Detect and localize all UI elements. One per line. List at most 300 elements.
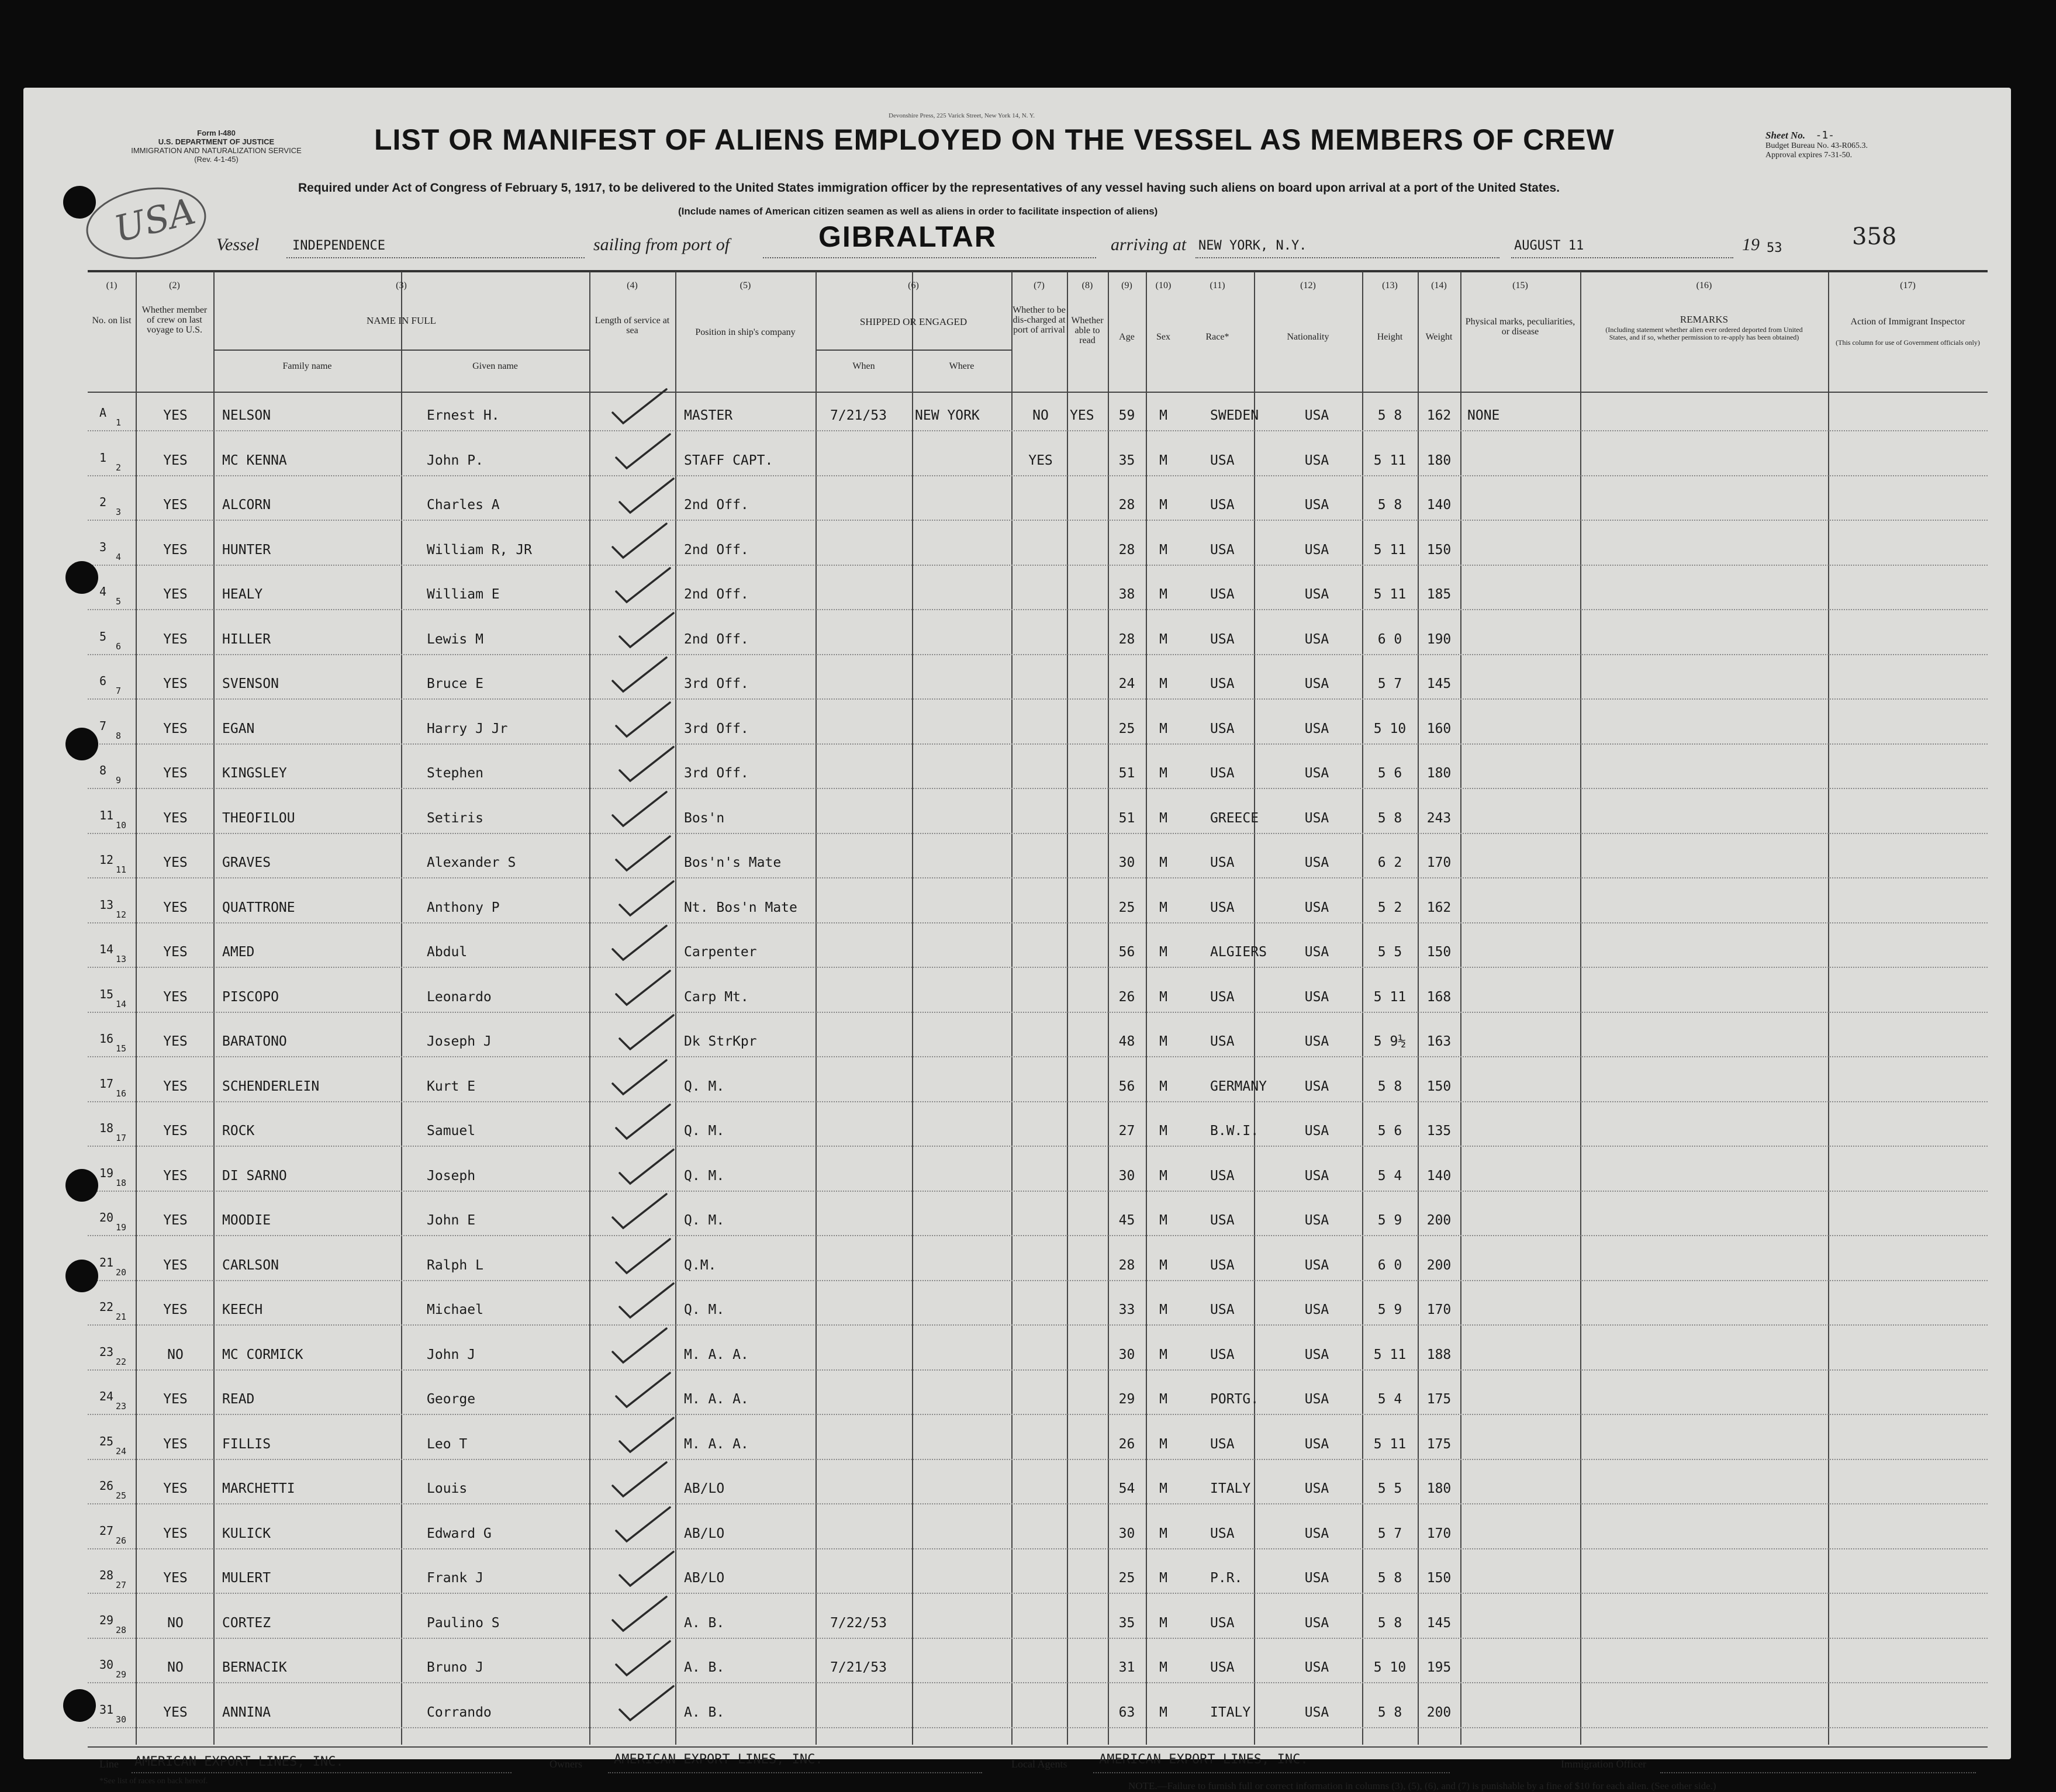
sex-cell: M <box>1159 1392 1167 1407</box>
row-divider <box>88 1235 1988 1236</box>
col-remarks-note: (Including statement whether alien ever ordered deported from United States, and if so, whether permission to re-apply has been obtained) <box>1605 326 1803 341</box>
binder-hole <box>65 561 98 594</box>
race-cell: GREECE <box>1210 810 1259 826</box>
date-line <box>1511 257 1733 258</box>
sailing-label: sailing from port of <box>593 235 730 254</box>
given-name-cell: John J <box>427 1347 476 1362</box>
list-number-cell: 13 <box>99 897 114 912</box>
age-cell: 26 <box>1118 989 1135 1005</box>
last-voyage-cell: YES <box>163 1481 188 1496</box>
race-cell: USA <box>1210 1615 1235 1631</box>
given-name-cell: Harry J Jr <box>427 721 508 736</box>
owners-label: Owners <box>550 1758 582 1770</box>
check-mark-icon <box>615 1280 679 1321</box>
line-number-cell: 10 <box>116 819 127 831</box>
family-name-cell: GRAVES <box>222 855 271 870</box>
list-number-cell: 21 <box>99 1255 114 1269</box>
row-divider <box>88 1056 1988 1057</box>
check-mark-icon <box>611 1504 676 1545</box>
line-number-cell: 30 <box>116 1714 127 1725</box>
vessel-name: INDEPENDENCE <box>292 238 385 253</box>
height-cell: 5 7 <box>1377 676 1402 691</box>
col-num-6: (6) <box>908 281 919 290</box>
sex-cell: M <box>1159 1302 1167 1317</box>
given-name-cell: Edward G <box>427 1525 492 1541</box>
weight-cell: 162 <box>1426 900 1452 915</box>
col-num-10: (10) <box>1155 281 1172 290</box>
col-able-to-read: Whether able to read <box>1071 316 1104 345</box>
last-voyage-cell: YES <box>163 1078 188 1094</box>
row-divider <box>88 967 1988 968</box>
col-num-14: (14) <box>1431 281 1447 290</box>
col-num-7: (7) <box>1034 281 1045 290</box>
line-number-cell: 20 <box>116 1267 127 1278</box>
nationality-cell: USA <box>1304 900 1329 915</box>
arrival-date: AUGUST 11 <box>1514 238 1584 253</box>
weight-cell: 180 <box>1426 766 1452 781</box>
line-number-cell: 26 <box>116 1535 127 1546</box>
list-number-cell: 20 <box>99 1210 114 1224</box>
line-number-cell: 9 <box>116 775 122 786</box>
manifest-sheet <box>23 88 2011 1791</box>
check-mark-icon <box>615 1414 679 1455</box>
col-where: Where <box>949 361 975 371</box>
family-name-cell: ANNINA <box>222 1704 271 1720</box>
family-name-cell: SCHENDERLEIN <box>222 1078 320 1094</box>
height-cell: 5 11 <box>1373 452 1407 468</box>
family-name-cell: QUATTRONE <box>222 900 295 915</box>
list-number-cell: 3 <box>99 539 107 554</box>
check-mark-icon <box>615 1683 679 1724</box>
given-name-cell: Ralph L <box>427 1257 483 1273</box>
family-name-cell: MULERT <box>222 1570 271 1586</box>
line-number-cell: 2 <box>116 462 122 473</box>
last-voyage-cell: YES <box>163 945 188 960</box>
given-name-cell: Leo T <box>427 1436 468 1452</box>
row-divider <box>88 1727 1988 1728</box>
height-cell: 5 4 <box>1377 1168 1402 1184</box>
col-num-4: (4) <box>627 281 638 290</box>
last-voyage-cell: YES <box>163 1168 188 1184</box>
weight-cell: 188 <box>1426 1347 1452 1362</box>
agents-underline <box>1093 1772 1450 1773</box>
last-voyage-cell: YES <box>163 631 188 647</box>
last-voyage-cell: NO <box>167 1615 184 1631</box>
revision: (Rev. 4-1-45) <box>194 155 239 164</box>
race-cell: GERMANY <box>1210 1078 1267 1094</box>
age-cell: 25 <box>1118 1570 1135 1586</box>
arrival-year: 53 <box>1767 241 1782 255</box>
race-cell: USA <box>1210 1213 1235 1228</box>
sex-cell: M <box>1159 1123 1167 1139</box>
height-cell: 5 9 <box>1377 1302 1402 1317</box>
line-number-cell: 15 <box>116 1043 127 1054</box>
height-cell: 5 2 <box>1377 900 1402 915</box>
position-cell: A. B. <box>684 1704 725 1720</box>
sex-cell: M <box>1159 1168 1167 1184</box>
binder-hole <box>65 728 98 760</box>
age-cell: 35 <box>1118 1615 1135 1631</box>
sheet-info <box>1765 131 1976 160</box>
sex-cell: M <box>1159 452 1167 468</box>
family-name-cell: MC CORMICK <box>222 1347 303 1362</box>
nationality-cell: USA <box>1304 497 1329 513</box>
sex-cell: M <box>1159 1347 1167 1362</box>
officer-underline <box>1660 1772 1976 1773</box>
col-inspector-action: Action of Immigrant Inspector <box>1850 317 1965 327</box>
shipped-when-cell: 7/21/53 <box>830 1660 887 1675</box>
nationality-cell: USA <box>1304 1481 1329 1496</box>
col-given-name: Given name <box>472 361 518 371</box>
given-name-cell: Abdul <box>427 945 468 960</box>
sex-cell: M <box>1159 1525 1167 1541</box>
nationality-cell: USA <box>1304 1660 1329 1675</box>
row-divider <box>88 520 1988 521</box>
last-voyage-cell: YES <box>163 408 188 423</box>
nationality-cell: USA <box>1304 1436 1329 1452</box>
family-name-cell: FILLIS <box>222 1436 271 1452</box>
race-cell: SWEDEN <box>1210 408 1259 423</box>
weight-cell: 150 <box>1426 1570 1452 1586</box>
family-name-cell: BARATONO <box>222 1034 287 1049</box>
row-divider <box>88 1101 1988 1102</box>
check-mark-icon <box>615 1012 679 1053</box>
age-cell: 28 <box>1118 497 1135 513</box>
position-cell: Q. M. <box>684 1213 725 1228</box>
position-cell: M. A. A. <box>684 1347 749 1362</box>
col-height: Height <box>1377 332 1403 342</box>
vessel-label: Vessel <box>216 235 260 254</box>
list-number-cell: 15 <box>99 987 114 1001</box>
page-title: LIST OR MANIFEST OF ALIENS EMPLOYED ON THE VESSEL AS MEMBERS OF CREW <box>374 123 1615 156</box>
line-underline <box>132 1772 512 1773</box>
sex-cell: M <box>1159 1034 1167 1049</box>
last-voyage-cell: NO <box>167 1660 184 1675</box>
header-bottom-rule <box>88 392 1988 393</box>
weight-cell: 140 <box>1426 497 1452 513</box>
col-num-17: (17) <box>1900 281 1916 290</box>
position-cell: 2nd Off. <box>684 497 749 513</box>
family-name-cell: DI SARNO <box>222 1168 287 1184</box>
weight-cell: 175 <box>1426 1392 1452 1407</box>
list-number-cell: 19 <box>99 1165 114 1180</box>
col-num-13: (13) <box>1382 281 1398 290</box>
col-rule-6 <box>816 272 817 1745</box>
position-cell: 2nd Off. <box>684 587 749 602</box>
nationality-cell: USA <box>1304 1257 1329 1273</box>
age-cell: 30 <box>1118 855 1135 870</box>
weight-cell: 150 <box>1426 1078 1452 1094</box>
list-number-cell: 11 <box>99 808 114 822</box>
col-rule-14 <box>1418 272 1419 1745</box>
col-last-voyage: Whether member of crew on last voyage to U.S. <box>141 305 208 335</box>
col-rule-17 <box>1828 272 1829 1745</box>
given-name-cell: Kurt E <box>427 1078 476 1094</box>
list-number-cell: 4 <box>99 584 107 599</box>
sex-cell: M <box>1159 1436 1167 1452</box>
height-cell: 5 8 <box>1377 1078 1402 1094</box>
last-voyage-cell: YES <box>163 676 188 691</box>
sex-cell: M <box>1159 810 1167 826</box>
line-number-cell: 3 <box>116 507 122 517</box>
position-cell: AB/LO <box>684 1570 725 1586</box>
check-mark-icon <box>608 788 672 829</box>
race-cell: USA <box>1210 1436 1235 1452</box>
line-number-cell: 4 <box>116 551 122 562</box>
col-remarks: REMARKS <box>1680 314 1729 325</box>
col-rule-15 <box>1460 272 1461 1745</box>
row-divider <box>88 1593 1988 1594</box>
age-cell: 24 <box>1118 676 1135 691</box>
list-number-cell: 30 <box>99 1658 114 1672</box>
row-divider <box>88 430 1988 431</box>
race-cell: USA <box>1210 1034 1235 1049</box>
col-num-3: (3) <box>396 281 407 290</box>
sex-cell: M <box>1159 1213 1167 1228</box>
binder-hole <box>65 1260 98 1292</box>
weight-cell: 243 <box>1426 810 1452 826</box>
race-cell: USA <box>1210 542 1235 558</box>
race-cell: USA <box>1210 452 1235 468</box>
binder-hole <box>65 1169 98 1202</box>
age-cell: 33 <box>1118 1302 1135 1317</box>
check-mark-icon <box>608 1057 672 1098</box>
col-family-name: Family name <box>282 361 332 371</box>
given-name-cell: Leonardo <box>427 989 492 1005</box>
position-cell: M. A. A. <box>684 1436 749 1452</box>
sex-cell: M <box>1159 587 1167 602</box>
given-name-cell: Bruno J <box>427 1660 483 1675</box>
weight-cell: 200 <box>1426 1213 1452 1228</box>
line-number-cell: 16 <box>116 1088 127 1099</box>
race-cell: USA <box>1210 855 1235 870</box>
age-cell: 56 <box>1118 945 1135 960</box>
height-cell: 5 9½ <box>1373 1034 1407 1049</box>
age-cell: 63 <box>1118 1704 1135 1720</box>
age-cell: 25 <box>1118 721 1135 736</box>
given-name-cell: George <box>427 1392 476 1407</box>
race-cell: USA <box>1210 631 1235 647</box>
line-number-cell: 27 <box>116 1580 127 1590</box>
sheet-label: Sheet No. <box>1765 130 1805 141</box>
row-divider <box>88 788 1988 789</box>
height-cell: 5 11 <box>1373 542 1407 558</box>
family-name-cell: NELSON <box>222 408 271 423</box>
height-cell: 6 2 <box>1377 855 1402 870</box>
check-mark-icon <box>608 922 672 963</box>
row-divider <box>88 654 1988 655</box>
list-number-cell: 22 <box>99 1300 114 1314</box>
sex-cell: M <box>1159 721 1167 736</box>
given-name-cell: Corrando <box>427 1704 492 1720</box>
col-inspector-note: (This column for use of Government officials only) <box>1836 338 1980 347</box>
check-mark-icon <box>611 699 676 740</box>
arriving-label: arriving at <box>1111 235 1187 254</box>
last-voyage-cell: YES <box>163 1570 188 1586</box>
nationality-cell: USA <box>1304 1704 1329 1720</box>
col-rule-10 <box>1108 272 1109 1745</box>
nationality-cell: USA <box>1304 1570 1329 1586</box>
sex-cell: M <box>1159 855 1167 870</box>
position-cell: 3rd Off. <box>684 721 749 736</box>
shipped-where-cell: NEW YORK <box>915 408 980 423</box>
age-cell: 30 <box>1118 1168 1135 1184</box>
list-number-cell: 12 <box>99 853 114 867</box>
department: U.S. DEPARTMENT OF JUSTICE <box>158 137 275 146</box>
col-rule-9 <box>1067 272 1068 1745</box>
race-cell: USA <box>1210 1168 1235 1184</box>
line-number-cell: 5 <box>116 596 122 607</box>
age-cell: 51 <box>1118 766 1135 781</box>
check-mark-icon <box>615 743 679 784</box>
weight-cell: 185 <box>1426 587 1452 602</box>
row-divider <box>88 1369 1988 1371</box>
usa-handwriting: USA <box>110 189 200 251</box>
weight-cell: 145 <box>1426 676 1452 691</box>
weight-cell: 175 <box>1426 1436 1452 1452</box>
col-rule-4 <box>589 272 590 1745</box>
family-name-cell: MC KENNA <box>222 452 287 468</box>
given-name-cell: Joseph J <box>427 1034 492 1049</box>
last-voyage-cell: YES <box>163 452 188 468</box>
line-number-cell: 8 <box>116 730 122 741</box>
family-name-cell: THEOFILOU <box>222 810 295 826</box>
agents-value: AMERICAN EXPORT LINES, INC. <box>1099 1752 1308 1767</box>
nationality-cell: USA <box>1304 1034 1329 1049</box>
approval-expiry: Approval expires 7-31-50. <box>1765 151 1853 160</box>
position-cell: AB/LO <box>684 1525 725 1541</box>
check-mark-icon <box>611 967 676 1008</box>
list-number-cell: 24 <box>99 1389 114 1403</box>
race-cell: USA <box>1210 766 1235 781</box>
list-number-cell: 29 <box>99 1613 114 1627</box>
nationality-cell: USA <box>1304 810 1329 826</box>
races-note: *See list of races on back hereof. <box>99 1777 208 1786</box>
family-name-cell: MARCHETTI <box>222 1481 295 1496</box>
sex-cell: M <box>1159 631 1167 647</box>
owners-underline <box>608 1772 982 1773</box>
line-number-cell: 21 <box>116 1312 127 1322</box>
check-mark-icon <box>611 565 676 606</box>
row-divider <box>88 475 1988 476</box>
weight-cell: 135 <box>1426 1123 1452 1139</box>
list-number-cell: 23 <box>99 1344 114 1359</box>
age-cell: 31 <box>1118 1660 1135 1675</box>
race-cell: USA <box>1210 1257 1235 1273</box>
nationality-cell: USA <box>1304 587 1329 602</box>
nationality-cell: USA <box>1304 855 1329 870</box>
age-cell: 27 <box>1118 1123 1135 1139</box>
line-value: AMERICAN EXPORT LINES, INC. <box>134 1755 344 1769</box>
weight-cell: 180 <box>1426 452 1452 468</box>
sex-cell: M <box>1159 676 1167 691</box>
weight-cell: 200 <box>1426 1257 1452 1273</box>
list-number-cell: 26 <box>99 1479 114 1493</box>
sex-cell: M <box>1159 1660 1167 1675</box>
position-cell: AB/LO <box>684 1481 725 1496</box>
list-number-cell: 31 <box>99 1702 114 1717</box>
age-cell: 30 <box>1118 1347 1135 1362</box>
line-number-cell: 28 <box>116 1624 127 1635</box>
race-cell: USA <box>1210 1302 1235 1317</box>
col-rule-12 <box>1254 272 1255 1745</box>
row-divider <box>88 1682 1988 1683</box>
col-num-9: (9) <box>1121 281 1132 290</box>
family-name-cell: HUNTER <box>222 542 271 558</box>
given-name-cell: Lewis M <box>427 631 483 647</box>
check-mark-icon <box>615 1146 679 1187</box>
position-cell: Carpenter <box>684 945 757 960</box>
sex-cell: M <box>1159 766 1167 781</box>
row-divider <box>88 1191 1988 1192</box>
line-number-cell: 7 <box>116 686 122 696</box>
list-number-cell: 27 <box>99 1523 114 1538</box>
given-name-cell: John P. <box>427 452 483 468</box>
arrival-port: NEW YORK, N.Y. <box>1198 238 1307 253</box>
position-cell: A. B. <box>684 1660 725 1675</box>
list-number-cell: 6 <box>99 674 107 688</box>
sex-cell: M <box>1159 900 1167 915</box>
last-voyage-cell: YES <box>163 1123 188 1139</box>
col-shipped-engaged: SHIPPED OR ENGAGED <box>859 316 967 327</box>
line-label: Line <box>99 1758 119 1770</box>
position-cell: Bos'n's Mate <box>684 855 782 870</box>
nationality-cell: USA <box>1304 1302 1329 1317</box>
line-number-cell: 12 <box>116 909 127 920</box>
list-number-cell: 16 <box>99 1032 114 1046</box>
check-mark-icon <box>608 654 672 695</box>
owners-value: AMERICAN EXPORT LINES, INC. <box>614 1752 823 1767</box>
line-number-cell: 14 <box>116 998 127 1009</box>
line-number-cell: 22 <box>116 1356 127 1367</box>
weight-cell: 162 <box>1426 408 1452 423</box>
age-cell: 28 <box>1118 1257 1135 1273</box>
weight-cell: 170 <box>1426 1525 1452 1541</box>
nationality-cell: USA <box>1304 1392 1329 1407</box>
sex-cell: M <box>1159 1078 1167 1094</box>
last-voyage-cell: YES <box>163 587 188 602</box>
shipped-when-cell: 7/22/53 <box>830 1615 887 1631</box>
age-cell: 45 <box>1118 1213 1135 1228</box>
race-cell: PORTG. <box>1210 1392 1259 1407</box>
sex-cell: M <box>1159 497 1167 513</box>
shipped-when-cell: 7/21/53 <box>830 408 887 423</box>
port-line <box>763 257 1096 258</box>
nationality-cell: USA <box>1304 1525 1329 1541</box>
nationality-cell: USA <box>1304 1168 1329 1184</box>
given-name-cell: William E <box>427 587 500 602</box>
row-divider <box>88 743 1988 745</box>
check-mark-icon <box>611 1638 676 1679</box>
height-cell: 5 6 <box>1377 766 1402 781</box>
height-cell: 5 8 <box>1377 408 1402 423</box>
height-cell: 5 6 <box>1377 1123 1402 1139</box>
row-divider <box>88 1146 1988 1147</box>
age-cell: 59 <box>1118 408 1135 423</box>
list-number-cell: A <box>99 406 107 420</box>
given-name-cell: Joseph <box>427 1168 476 1184</box>
weight-cell: 180 <box>1426 1481 1452 1496</box>
nationality-cell: USA <box>1304 408 1329 423</box>
list-number-cell: 28 <box>99 1568 114 1582</box>
check-mark-icon <box>615 878 679 919</box>
family-name-cell: AMED <box>222 945 255 960</box>
sex-cell: M <box>1159 1570 1167 1586</box>
nationality-cell: USA <box>1304 631 1329 647</box>
check-mark-icon <box>608 1459 672 1500</box>
family-name-cell: SVENSON <box>222 676 279 691</box>
sex-cell: M <box>1159 542 1167 558</box>
